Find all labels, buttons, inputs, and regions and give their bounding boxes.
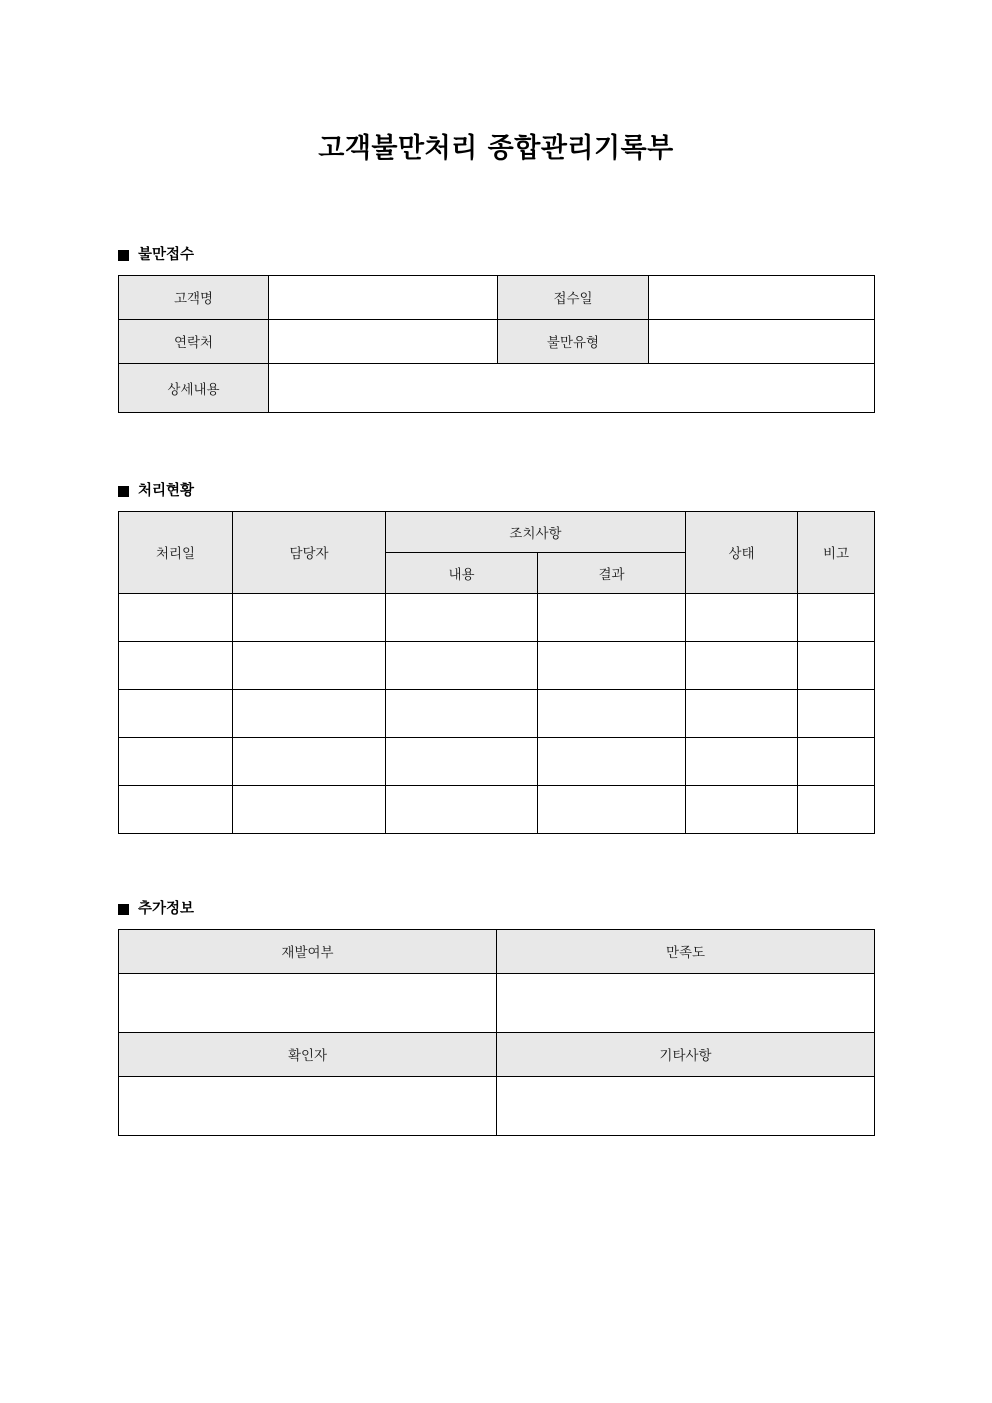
intake-label-customer-name: 고객명 (119, 275, 269, 319)
section-heading-extra-label: 추가정보 (138, 901, 195, 917)
filled-square-bullet-icon (118, 904, 129, 915)
progress-cell-status[interactable] (686, 641, 798, 689)
section-heading-intake (118, 248, 874, 263)
progress-cell-content[interactable] (386, 593, 538, 641)
extra-info-table (118, 929, 875, 1136)
progress-cell-note[interactable] (798, 593, 875, 641)
progress-cell-date[interactable] (119, 689, 233, 737)
intake-field-customer-name[interactable] (269, 275, 498, 319)
progress-cell-date[interactable] (119, 785, 233, 833)
progress-cell-result[interactable] (538, 593, 686, 641)
intake-field-details[interactable] (269, 363, 875, 412)
progress-cell-owner[interactable] (233, 593, 386, 641)
intake-label-receipt-date: 접수일 (498, 275, 649, 319)
table-row (119, 973, 875, 1032)
filled-square-bullet-icon (118, 250, 129, 261)
extra-field-other-notes[interactable] (497, 1076, 875, 1135)
table-row (119, 689, 875, 737)
intake-table (118, 275, 875, 413)
progress-cell-owner[interactable] (233, 689, 386, 737)
intake-label-details: 상세내용 (119, 363, 269, 412)
progress-cell-note[interactable] (798, 785, 875, 833)
progress-cell-content[interactable] (386, 641, 538, 689)
table-row (119, 275, 875, 319)
progress-table (118, 511, 875, 834)
table-row (119, 1076, 875, 1135)
section-heading-extra (118, 902, 874, 917)
section-heading-progress-label: 처리현황 (138, 483, 195, 499)
section-heading-intake-label: 불만접수 (138, 247, 195, 263)
table-header-row (119, 929, 875, 973)
filled-square-bullet-icon (118, 486, 129, 497)
intake-label-complaint-type: 불만유형 (498, 319, 649, 363)
progress-column-action-content: 내용 (386, 552, 538, 593)
progress-cell-date[interactable] (119, 737, 233, 785)
progress-cell-owner[interactable] (233, 641, 386, 689)
extra-label-confirmer: 확인자 (119, 1032, 497, 1076)
page-title: 고객불만처리 종합관리기록부 (318, 133, 674, 164)
progress-cell-content[interactable] (386, 737, 538, 785)
extra-label-other-notes: 기타사항 (497, 1032, 875, 1076)
section-extra (118, 902, 874, 1136)
intake-field-contact[interactable] (269, 319, 498, 363)
progress-cell-date[interactable] (119, 593, 233, 641)
progress-cell-result[interactable] (538, 785, 686, 833)
table-row (119, 593, 875, 641)
progress-cell-status[interactable] (686, 785, 798, 833)
extra-field-recurrence[interactable] (119, 973, 497, 1032)
table-row (119, 785, 875, 833)
intake-field-complaint-type[interactable] (649, 319, 875, 363)
section-heading-progress (118, 484, 874, 499)
extra-field-confirmer[interactable] (119, 1076, 497, 1135)
table-header-row (119, 1032, 875, 1076)
intake-label-contact: 연락처 (119, 319, 269, 363)
progress-column-action-group: 조치사항 (386, 511, 686, 552)
extra-label-satisfaction: 만족도 (497, 929, 875, 973)
progress-cell-status[interactable] (686, 737, 798, 785)
progress-column-note: 비고 (798, 511, 875, 593)
progress-cell-note[interactable] (798, 689, 875, 737)
table-row (119, 363, 875, 412)
progress-cell-owner[interactable] (233, 785, 386, 833)
progress-cell-date[interactable] (119, 641, 233, 689)
progress-cell-result[interactable] (538, 689, 686, 737)
section-intake (118, 248, 874, 413)
extra-label-recurrence: 재발여부 (119, 929, 497, 973)
table-row (119, 737, 875, 785)
intake-field-receipt-date[interactable] (649, 275, 875, 319)
progress-column-date: 처리일 (119, 511, 233, 593)
progress-cell-content[interactable] (386, 785, 538, 833)
progress-cell-note[interactable] (798, 737, 875, 785)
table-header-row-primary (119, 511, 875, 552)
progress-cell-status[interactable] (686, 689, 798, 737)
progress-cell-status[interactable] (686, 593, 798, 641)
progress-cell-content[interactable] (386, 689, 538, 737)
progress-column-action-result: 결과 (538, 552, 686, 593)
table-row (119, 319, 875, 363)
progress-column-owner: 담당자 (233, 511, 386, 593)
progress-table-body (119, 593, 875, 833)
extra-field-satisfaction[interactable] (497, 973, 875, 1032)
progress-cell-note[interactable] (798, 641, 875, 689)
progress-cell-result[interactable] (538, 641, 686, 689)
table-row (119, 641, 875, 689)
progress-cell-owner[interactable] (233, 737, 386, 785)
section-progress (118, 484, 874, 834)
progress-cell-result[interactable] (538, 737, 686, 785)
progress-column-status: 상태 (686, 511, 798, 593)
